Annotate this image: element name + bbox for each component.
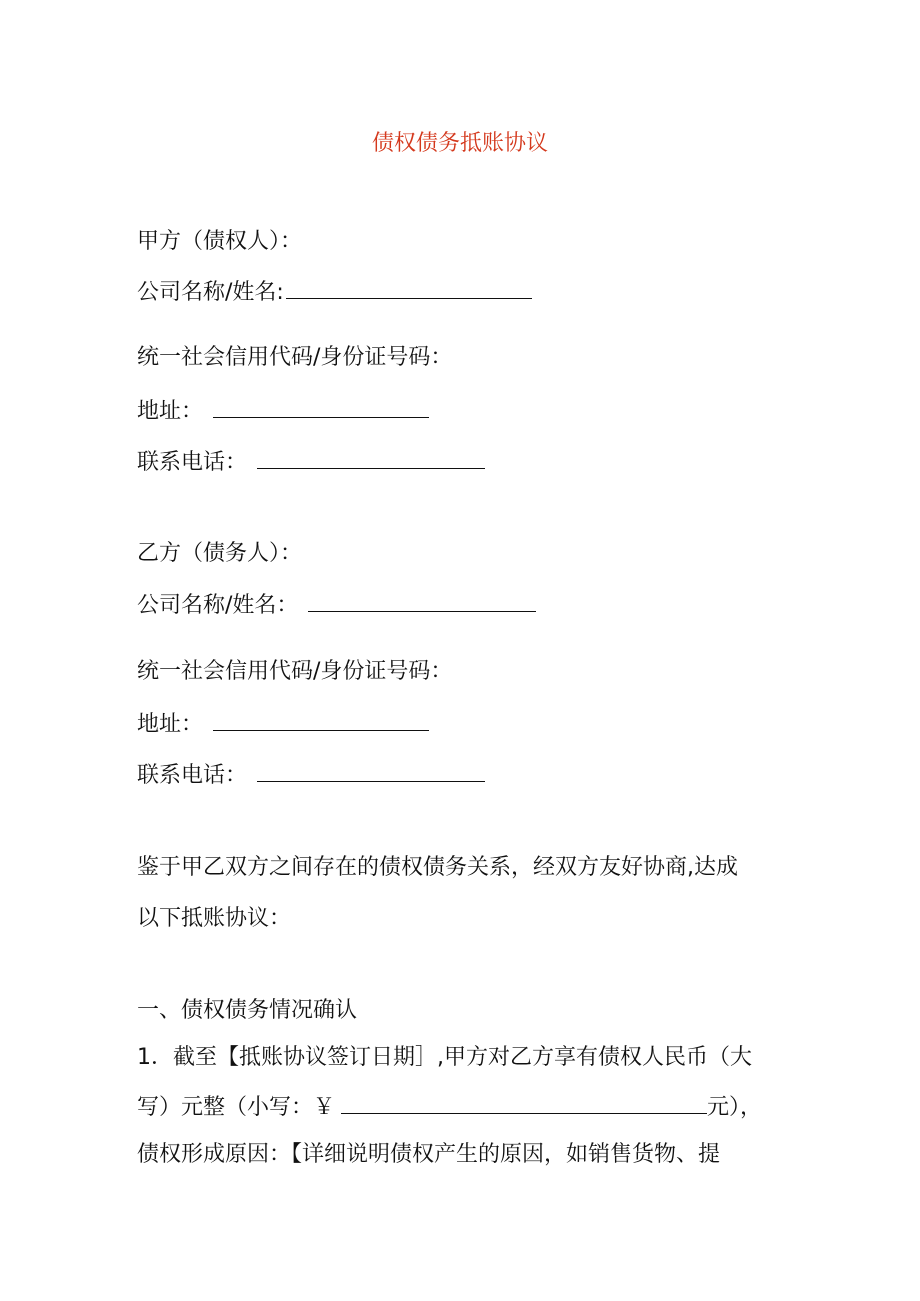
preamble-line-2: 以下抵账协议： bbox=[137, 906, 292, 931]
party-a-id-label: 统一社会信用代码/身份证号码： bbox=[137, 345, 453, 370]
party-a-phone-label: 联系电话： bbox=[137, 450, 248, 475]
party-b-address-row bbox=[137, 708, 429, 741]
party-a-address-label: 地址： bbox=[137, 399, 204, 424]
preamble-line-1: 鉴于甲乙双方之间存在的债权债务关系，经双方友好协商,达成 bbox=[137, 855, 738, 880]
clause-1-amount-prefix: 写）元整（小写：￥ bbox=[137, 1095, 336, 1120]
amount-lowercase-blank[interactable] bbox=[341, 1091, 707, 1114]
party-b-phone-blank[interactable] bbox=[257, 759, 485, 782]
clause-1-amount-suffix: 元）， bbox=[707, 1095, 763, 1120]
party-a-address-blank[interactable] bbox=[213, 395, 429, 418]
party-b-id-label: 统一社会信用代码/身份证号码： bbox=[137, 659, 453, 684]
clause-1-line-3: 债权形成原因：【详细说明债权产生的原因，如销售货物、提 bbox=[137, 1142, 721, 1167]
party-a-phone-row bbox=[137, 446, 485, 479]
party-b-phone-label: 联系电话： bbox=[137, 763, 248, 788]
party-b-phone-row bbox=[137, 759, 485, 792]
party-b-heading: 乙方（债务人）： bbox=[137, 541, 303, 566]
party-a-address-row bbox=[137, 395, 429, 428]
section-1-heading: 一、债权债务情况确认 bbox=[137, 998, 358, 1023]
party-a-phone-blank[interactable] bbox=[257, 446, 485, 469]
document-title: 债权债务抵账协议 bbox=[371, 131, 548, 156]
clause-1-line-2 bbox=[137, 1091, 762, 1124]
party-a-name-row bbox=[137, 276, 532, 309]
party-b-address-blank[interactable] bbox=[213, 708, 429, 731]
party-a-name-label: 公司名称/姓名: bbox=[137, 280, 284, 305]
clause-1-line-1: 1．截至【抵账协议签订日期］,甲方对乙方享有债权人民币（大 bbox=[137, 1045, 752, 1070]
party-a-heading: 甲方（债权人）： bbox=[137, 229, 303, 254]
party-b-name-blank[interactable] bbox=[308, 589, 536, 612]
party-b-name-label: 公司名称/姓名： bbox=[137, 593, 299, 618]
party-b-name-row bbox=[137, 589, 536, 622]
party-a-name-blank[interactable] bbox=[286, 276, 532, 299]
party-b-address-label: 地址： bbox=[137, 712, 204, 737]
